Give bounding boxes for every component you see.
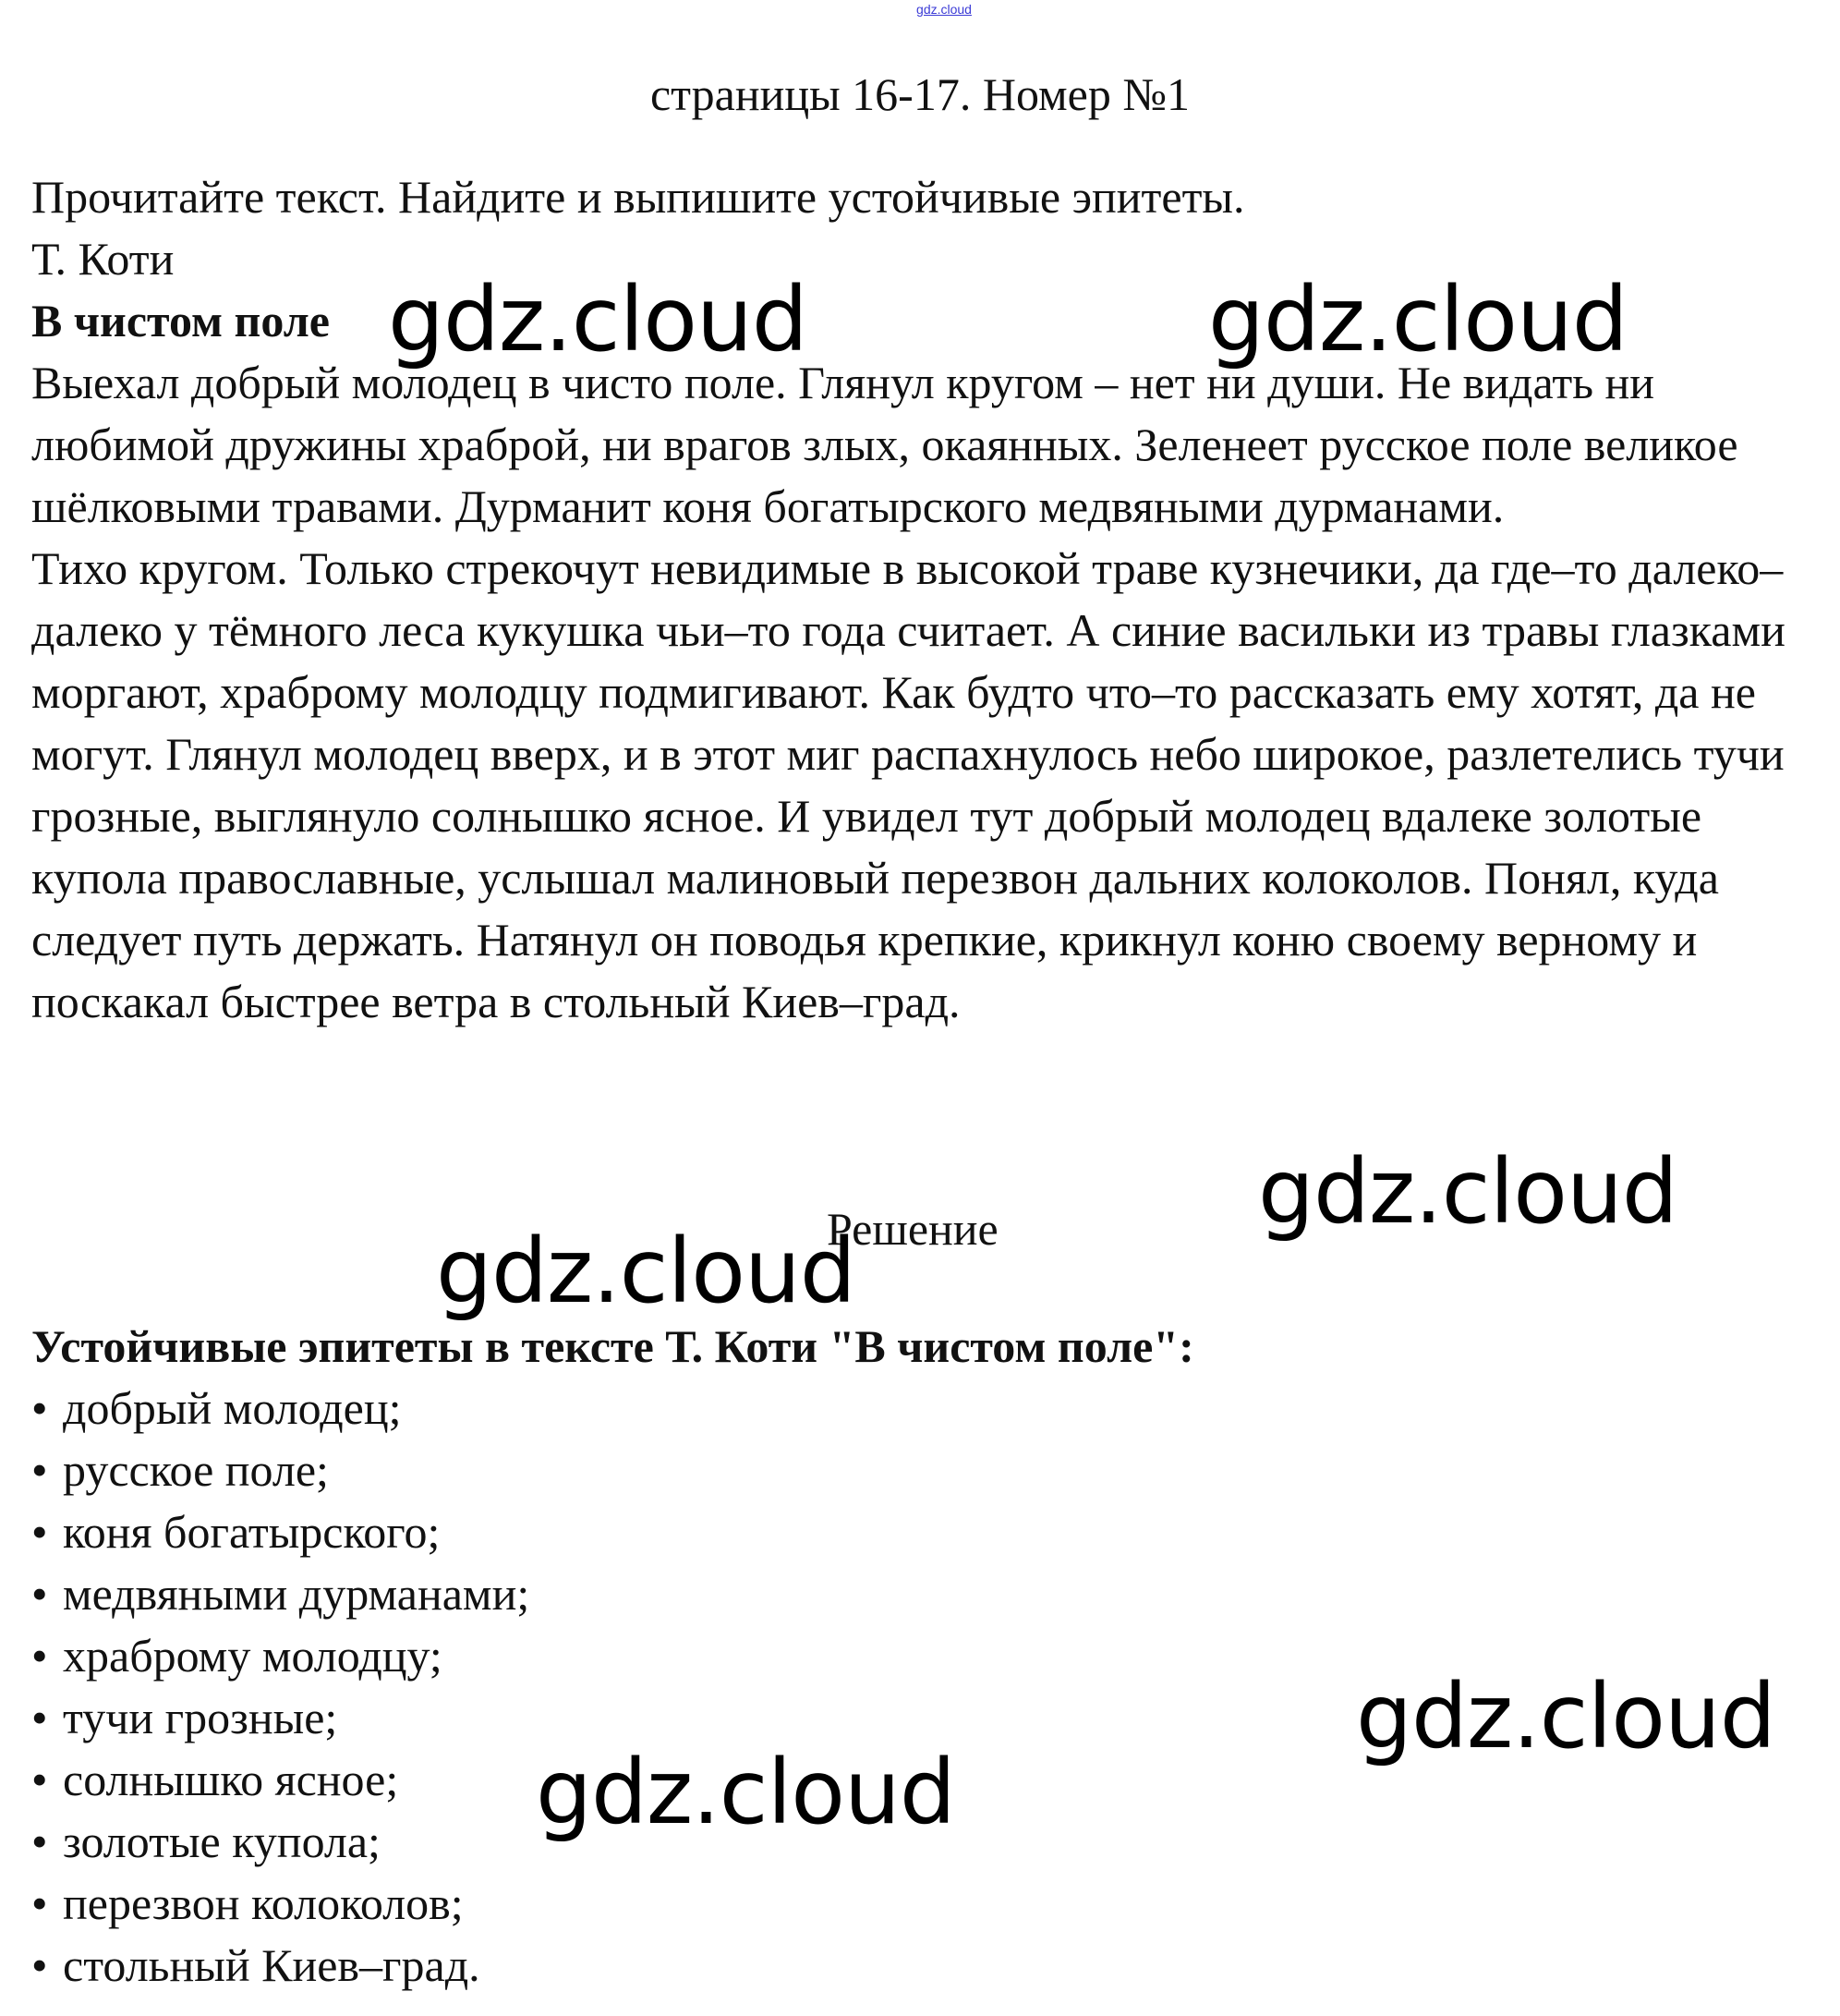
list-item [31, 1439, 1786, 1501]
epithet: храброму молодцу; [63, 1630, 442, 1682]
text-title: В чистом поле [31, 295, 330, 346]
epithet: русское поле; [63, 1444, 329, 1496]
bullet: • [31, 1630, 48, 1682]
text-paragraph-1: Выехал добрый молодец в чисто поле. Глянул кругом – нет ни души. Не видать ни любимой дружины храброй, ни врагов злых, окаянных. Зеленеет русское поле великое шёлковыми травами. Дурманит коня богатырского медвяными дурманами. [31, 357, 1738, 532]
list-item [31, 1563, 1786, 1625]
watermark: gdz.cloud [388, 268, 807, 371]
watermark: gdz.cloud [1356, 1665, 1775, 1768]
bullet: • [31, 1877, 48, 1929]
bullet: • [31, 1692, 48, 1743]
epithet: добрый молодец; [63, 1382, 402, 1434]
epithet: золотые купола; [63, 1816, 381, 1867]
bullet: • [31, 1939, 48, 1991]
epithet: медвяными дурманами; [63, 1568, 530, 1620]
list-item [31, 1873, 1786, 1935]
bullet: • [31, 1444, 48, 1496]
task-instruction: Прочитайте текст. Найдите и выпишите устойчивые эпитеты. [31, 171, 1245, 223]
page-title: страницы 16-17. Номер №1 [649, 68, 1191, 120]
epithet: солнышко ясное; [63, 1754, 399, 1805]
bullet: • [31, 1816, 48, 1867]
text-paragraph-2: Тихо кругом. Только стрекочут невидимые в высокой траве кузнечики, да где–то далеко–далеко у тёмного леса кукушка чьи–то года считает. А синие васильки из травы глазками моргают, храброму молодцу подмигивают. Как будто что–то рассказать ему хотят, да не могут. Глянул молодец вверх, и в этот миг распахнулось небо широкое, разлетелись тучи грозные, выглянуло солнышко ясное. И увидел тут добрый молодец вдалеке золотые купола православные, услышал малиновый перезвон дальних колоколов. Понял, куда следует путь держать. Натянул он поводья крепкие, крикнул коню своему верному и поскакал быстрее ветра в стольный Киев–град. [31, 542, 1786, 1027]
list-item [31, 1501, 1786, 1563]
solution-label: Решение [827, 1203, 999, 1255]
epithet: стольный Киев–град. [63, 1939, 480, 1991]
answer-section [31, 1316, 1786, 1997]
bullet: • [31, 1506, 48, 1558]
bullet: • [31, 1382, 48, 1434]
bullet: • [31, 1568, 48, 1620]
text-author: Т. Коти [31, 233, 175, 285]
answer-heading: Устойчивые эпитеты в тексте Т. Коти "В чистом поле": [31, 1320, 1194, 1372]
list-item [31, 1378, 1786, 1439]
watermark: gdz.cloud [536, 1741, 955, 1844]
epithet: тучи грозные; [63, 1692, 338, 1743]
epithet: коня богатырского; [63, 1506, 441, 1558]
top-watermark-link[interactable]: gdz.cloud [916, 2, 972, 17]
list-item [31, 1935, 1786, 1997]
watermark: gdz.cloud [1258, 1140, 1677, 1244]
watermark: gdz.cloud [436, 1220, 855, 1323]
epithet: перезвон колоколов; [63, 1877, 464, 1929]
watermark: gdz.cloud [1208, 268, 1628, 371]
bullet: • [31, 1754, 48, 1805]
